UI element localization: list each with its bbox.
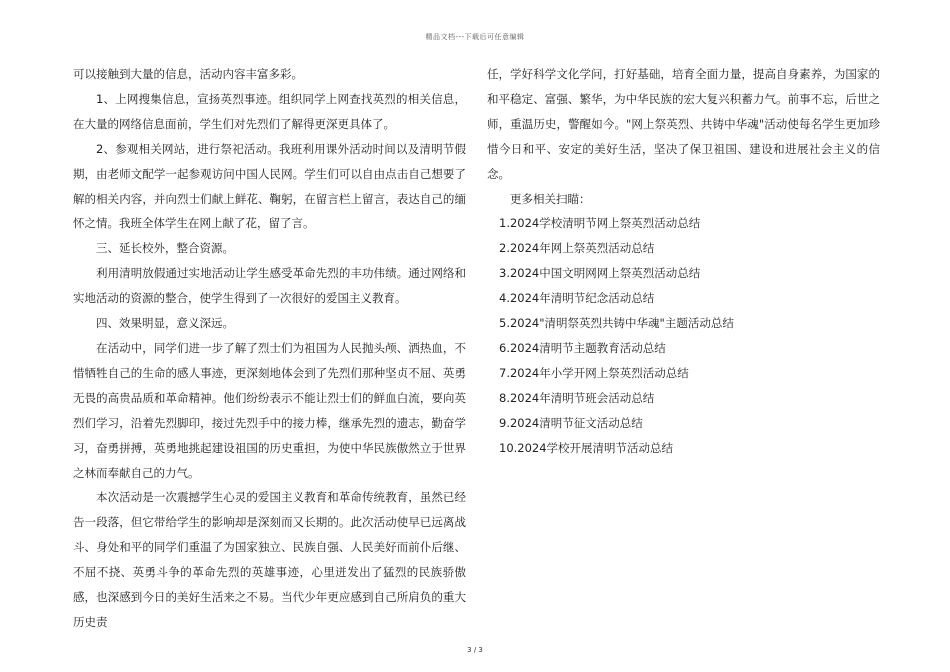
paragraph: 任，学好科学文化学问，打好基础，培育全面力量，提高自身素养，为国家的和平稳定、富强、繁华，为中华民族的宏大复兴积蓄力气。前事不忘，后世之师，重温历史，警醒如今。"网上祭英烈、共铸中华魂"活动使每名学生更加珍惜今日和平、安定的美好生活，坚决了保卫祖国、建设和进展社会主义的信念。 [487, 67, 880, 181]
paragraph: 1、上网搜集信息，宣扬英烈事迹。组织同学上网查找英烈的相关信息，在大量的网络信息面前，学生们对先烈们了解得更深更具体了。 [73, 91, 466, 131]
paragraph: 本次活动是一次震撼学生心灵的爱国主义教育和革命传统教育，虽然已经告一段落，但它带给学生的影响却是深刻而又长期的。此次活动使早已远离战斗、身处和平的同学们重温了为国家独立、民族自强、人民美好而前仆后继、不屈不挠、英勇斗争的革命先烈的英雄事迹，心里迸发出了猛烈的民族骄傲感，也深感到今日的美好生活来之不易。当代少年更应感到自己所肩负的重大历史责 [73, 490, 466, 629]
paragraph: 利用清明放假通过实地活动让学生感受革命先烈的丰功伟绩。通过网络和实地活动的资源的整合，使学生得到了一次很好的爱国主义教育。 [73, 266, 466, 306]
section-heading: 三、延长校外，整合资源。 [96, 241, 234, 256]
paragraph: 在活动中，同学们进一步了解了烈士们为祖国为人民抛头颅、洒热血，不惜牺牲自己的生命的感人事迹，更深刻地体会到了先烈们那种坚贞不屈、英勇无畏的高贵品质和革命精神。他们纷纷表示不能让烈士们的鲜血白流，要向英烈们学习，沿着先烈脚印，接过先烈手中的接力棒，继承先烈的遗志，勤奋学习，奋勇拼搏，英勇地挑起建设祖国的历史重担，为使中华民族傲然立于世界之林而奉献自己的力气。 [73, 340, 466, 480]
related-links-list [487, 211, 880, 460]
left-column [73, 62, 466, 635]
page-number: 3 / 3 [467, 646, 483, 654]
page-header: 精品文档---下载后可任意编辑 [425, 33, 525, 41]
related-link[interactable]: 2.2024年网上祭英烈活动总结 [499, 241, 655, 256]
paragraph: 可以接触到大量的信息，活动内容丰富多彩。 [73, 67, 303, 81]
related-link[interactable]: 8.2024年清明节班会活动总结 [499, 390, 655, 405]
related-link[interactable]: 7.2024年小学开网上祭英烈活动总结 [499, 365, 689, 380]
related-heading: 更多相关扫瞄： [510, 191, 591, 206]
paragraph: 2、参观相关网站，进行祭祀活动。我班利用课外活动时间以及清明节假期，由老师文配学一起参观访问中国人民网。学生们可以自由点击自己想要了解的相关内容，并向烈士们献上鲜花、鞠躬，在留言栏上留言，表达自己的缅怀之情。我班全体学生在网上献了花，留了言。 [73, 141, 466, 231]
right-column [487, 62, 880, 461]
section-heading: 四、效果明显，意义深远。 [96, 316, 234, 331]
related-link[interactable]: 1.2024学校清明节网上祭英烈活动总结 [499, 216, 701, 231]
related-link[interactable]: 10.2024学校开展清明节活动总结 [499, 440, 674, 455]
related-link[interactable]: 6.2024清明节主题教育活动总结 [499, 340, 666, 355]
related-link[interactable]: 4.2024年清明节纪念活动总结 [499, 291, 655, 306]
related-link[interactable]: 3.2024中国文明网网上祭英烈活动总结 [499, 266, 701, 281]
related-link[interactable]: 9.2024清明节征文活动总结 [499, 415, 643, 430]
related-link[interactable]: 5.2024"清明祭英烈共铸中华魂"主题活动总结 [499, 316, 734, 331]
